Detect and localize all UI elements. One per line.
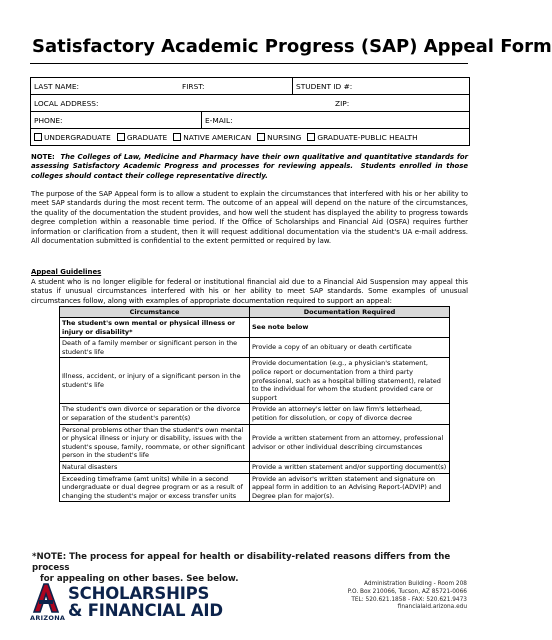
page-title: Satisfactory Academic Progress (SAP) Appeal Form	[32, 36, 552, 57]
phone-field[interactable]	[31, 112, 201, 128]
contact-line: TEL: 520.621.1858 - FAX: 520.621.9473	[351, 596, 467, 603]
table-row	[60, 338, 450, 358]
documentation-cell: Provide an attorney's letter on law firm's letterhead, petition for dissolution, or copy of divorce decree	[250, 404, 450, 424]
checkbox-icon[interactable]	[307, 133, 315, 141]
purpose-paragraph: The purpose of the SAP Appeal form is to allow a student to explain the circumstances that interfered with his or her ability to meet SAP standards during the most recent term. The outcome of an appeal will depend on the nature of the circumstances, the quality of the documentation the student provides, and how well the student has displayed the ability to progress towards degree completion within a reasonable time period. If the Office of Scholarships and Financial Aid (OSFA) requires further information or clarification from a student, then it will request additional documentation via the student's UA e-mail address. All documentation submitted is confidential to the extent permitted or required by law.	[31, 190, 468, 246]
circumstance-cell: The student's own mental or physical illness or injury or disability*	[60, 318, 250, 338]
option-graduate-public-health[interactable]: GRADUATE-PUBLIC HEALTH	[307, 133, 417, 142]
brand-line-2: & FINANCIAL AID	[68, 601, 223, 620]
documentation-cell: Provide an advisor's written statement and signature on appeal form in addition to an Advising Report-(ADVIP) and Degree plan for major(s).	[250, 473, 450, 502]
documentation-cell: Provide a written statement from an attorney, professional advisor or other individual describing circumstances	[250, 424, 450, 461]
table-row	[60, 318, 450, 338]
note-text: The Colleges of Law, Medicine and Pharmacy have their own qualitative and quantitative standards for assessing Satisfactory Academic Progress and processes for reviewing appeals.	[31, 153, 468, 171]
zip-label: ZIP:	[335, 98, 350, 108]
student-id-field[interactable]	[292, 78, 469, 94]
brand-line-1: SCHOLARSHIPS	[68, 584, 210, 603]
table-row	[60, 461, 450, 473]
checkbox-icon[interactable]	[173, 133, 181, 141]
colleges-note	[31, 153, 468, 181]
circumstances-table	[59, 306, 450, 502]
phone-label: PHONE:	[34, 115, 63, 125]
email-label: E-MAIL:	[205, 115, 233, 125]
email-field[interactable]	[201, 112, 469, 128]
student-info-form	[30, 77, 470, 146]
circumstance-cell: Death of a family member or significant person in the student's life	[60, 338, 250, 358]
table-row	[60, 424, 450, 461]
student-id-label: STUDENT ID #:	[296, 81, 353, 91]
website-line: financialaid.arizona.edu	[397, 604, 467, 611]
guidelines-heading: Appeal Guidelines	[31, 268, 102, 276]
circumstance-cell: Personal problems other than the student's own mental or physical illness or injury or disability, issues with the student's spouse, family, roommate, or other significant person in the student's life	[60, 424, 250, 461]
circumstance-cell: Natural disasters	[60, 461, 250, 473]
local-address-field[interactable]	[31, 95, 332, 111]
documentation-cell: Provide documentation (e.g., a physician's statement, police report or documentation from a third party professional, such as a hospital billing statement), related to the individual for whom the student provided care or support	[250, 358, 450, 404]
health-note-line-1: *NOTE: The process for appeal for health or disability-related reasons differs from the process	[32, 552, 451, 573]
table-row	[60, 404, 450, 424]
arizona-a-logo-icon	[32, 582, 60, 614]
program-options	[31, 129, 469, 145]
address-line: P.O. Box 210066, Tucson, AZ 85721-0066	[347, 588, 467, 595]
option-undergraduate[interactable]: UNDERGRADUATE	[34, 133, 111, 142]
table-row	[60, 358, 450, 404]
documentation-cell: Provide a copy of an obituary or death certificate	[250, 338, 450, 358]
table-row	[60, 473, 450, 502]
title-rule	[30, 63, 468, 64]
note-label: NOTE:	[31, 153, 55, 161]
circumstance-cell: The student's own divorce or separation or the divorce or separation of the student's parent(s)	[60, 404, 250, 424]
address-line: Administration Building - Room 208	[364, 581, 467, 587]
first-name-label: FIRST:	[182, 81, 205, 91]
column-header-circumstance: Circumstance	[60, 307, 250, 318]
last-name-label: LAST NAME:	[34, 81, 80, 91]
documentation-cell: See note below	[250, 318, 450, 338]
office-address	[348, 581, 467, 612]
checkbox-icon[interactable]	[34, 133, 42, 141]
guidelines-paragraph: A student who is no longer eligible for federal or institutional financial aid due to a Financial Aid Suspension may appeal this status if unusual circumstances interfered with his or her ability to meet SAP standards. Some examples of unusual circumstances follow, along with examples of appropriate documentation required to support an appeal:	[31, 278, 468, 305]
local-address-label: LOCAL ADDRESS:	[34, 98, 99, 108]
column-header-documentation: Documentation Required	[250, 307, 450, 318]
arizona-wordmark: ARIZONA	[30, 614, 66, 622]
circumstance-cell: Illness, accident, or injury of a significant person in the student's life	[60, 358, 250, 404]
circumstance-cell: Exceeding timeframe (amt units) while in a second undergraduate or dual degree program or as a result of changing the student's major or excess transfer units	[60, 473, 250, 502]
checkbox-icon[interactable]	[117, 133, 125, 141]
first-name-field[interactable]	[179, 78, 292, 94]
checkbox-icon[interactable]	[257, 133, 265, 141]
documentation-cell: Provide a written statement and/or supporting document(s)	[250, 461, 450, 473]
option-nursing[interactable]: NURSING	[257, 133, 301, 142]
note-text-2: Students enrolled in those colleges should contact their college representative directly.	[31, 162, 468, 180]
option-native-american[interactable]: NATIVE AMERICAN	[173, 133, 251, 142]
last-name-field[interactable]	[31, 78, 179, 94]
scholarships-brand	[68, 585, 223, 619]
zip-field[interactable]	[332, 95, 469, 111]
option-graduate[interactable]: GRADUATE	[117, 133, 167, 142]
health-note-line-2: for appealing on other bases. See below.	[40, 574, 239, 584]
